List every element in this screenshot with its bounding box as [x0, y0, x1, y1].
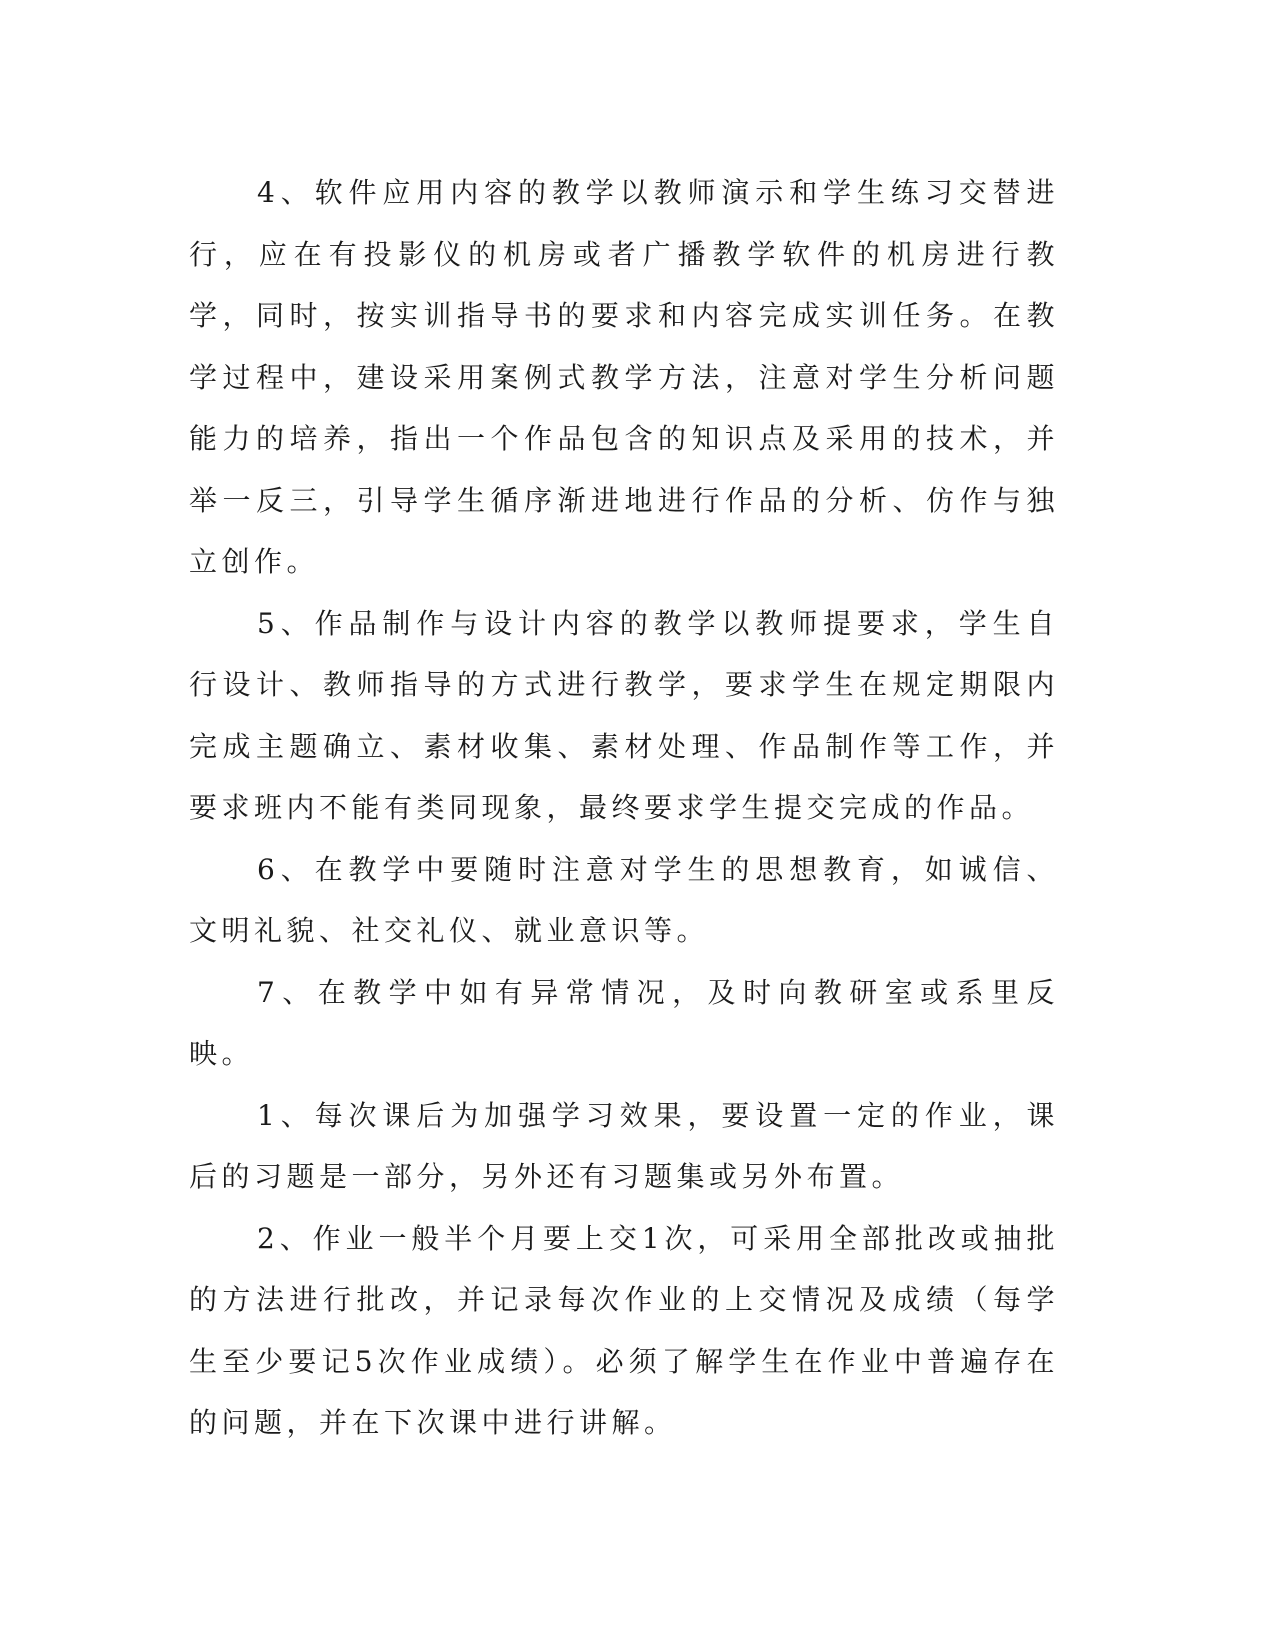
- paragraph-7-abnormal-reporting: 7、在教学中如有异常情况，及时向教研室或系里反映。: [189, 975, 1059, 1070]
- paragraph-1-homework-setting: 1、每次课后为加强学习效果，要设置一定的作业，课后的习题是一部分，另外还有习题集或另外布置。: [189, 1098, 1059, 1193]
- paragraph-5-project-design: 5、作品制作与设计内容的教学以教师提要求，学生自行设计、教师指导的方式进行教学，要求学生在规定期限内完成主题确立、素材收集、素材处理、作品制作等工作，并要求班内不能有类同现象，最终要求学生提交完成的作品。: [189, 606, 1059, 824]
- paragraph-2-homework-grading: 2、作业一般半个月要上交1次，可采用全部批改或抽批的方法进行批改，并记录每次作业的上交情况及成绩（每学生至少要记5次作业成绩）。必须了解学生在作业中普遍存在的问题，并在下次课中进行讲解。: [189, 1221, 1059, 1439]
- paragraph-6-moral-education: 6、在教学中要随时注意对学生的思想教育，如诚信、文明礼貌、社交礼仪、就业意识等。: [189, 852, 1059, 947]
- document-body: [189, 162, 1059, 1454]
- paragraph-4-software-teaching: 4、软件应用内容的教学以教师演示和学生练习交替进行，应在有投影仪的机房或者广播教学软件的机房进行教学，同时，按实训指导书的要求和内容完成实训任务。在教学过程中，建设采用案例式教学方法，注意对学生分析问题能力的培养，指出一个作品包含的知识点及采用的技术，并举一反三，引导学生循序渐进地进行作品的分析、仿作与独立创作。: [189, 176, 1059, 578]
